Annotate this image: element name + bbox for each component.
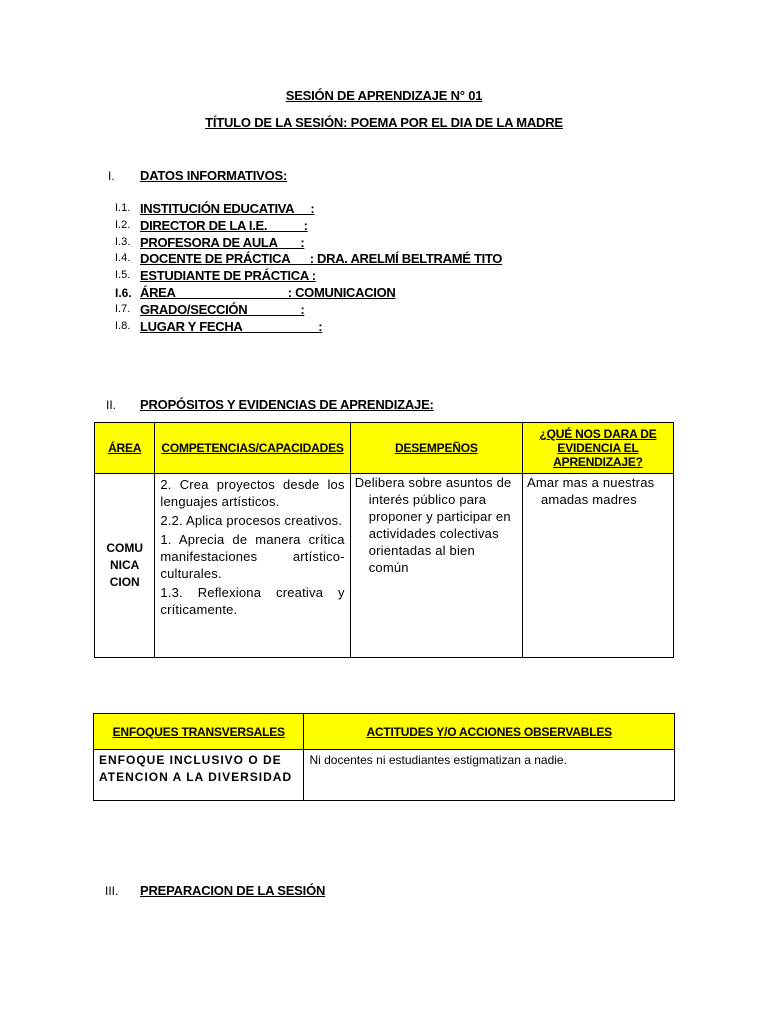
info-row-label: ESTUDIANTE DE PRÁCTICA : — [140, 268, 316, 283]
cell-enfoque: ENFOQUE INCLUSIVO O DE ATENCION A LA DIVERSIDAD — [94, 750, 304, 801]
info-row-label: ÁREA : COMUNICACION — [140, 285, 396, 300]
header-area: ÁREA — [95, 423, 155, 474]
cell-competencias — [155, 474, 350, 658]
section-1-number: I. — [108, 169, 115, 183]
info-row-number: I.8. — [115, 320, 131, 332]
section-2-number: II. — [106, 398, 117, 412]
info-row-number: I.6. — [115, 286, 132, 300]
desempeno-text: Delibera sobre asuntos de interés público para proponer y participar en actividades colectivas orientadas al bien común — [354, 475, 512, 575]
competencia-item: 1.3. Reflexiona creativa y críticamente. — [160, 585, 345, 617]
header-desempenos: DESEMPEÑOS — [350, 423, 522, 474]
cell-area: COMU NICA CION — [95, 474, 155, 658]
enfoques-table — [93, 713, 675, 801]
info-row-number: I.3. — [115, 236, 131, 248]
cell-desempenos — [350, 474, 522, 658]
header-actitudes: ACTITUDES Y/O ACCIONES OBSERVABLES — [304, 714, 675, 750]
header-competencias: COMPETENCIAS/CAPACIDADES — [155, 423, 350, 474]
competencia-item: 2. Crea proyectos desde los lenguajes artísticos. — [160, 477, 345, 509]
info-row-label: PROFESORA DE AULA : — [140, 235, 305, 250]
cell-actitud: Ni docentes ni estudiantes estigmatizan a nadie. — [304, 750, 675, 801]
header-enfoques: ENFOQUES TRANSVERSALES — [94, 714, 304, 750]
session-title: SESIÓN DE APRENDIZAJE N° 01 — [285, 88, 483, 103]
info-row-label: DOCENTE DE PRÁCTICA : DRA. ARELMÍ BELTRAMÉ TITO — [140, 251, 503, 266]
info-row-number: I.1. — [115, 202, 131, 214]
section-1-title: DATOS INFORMATIVOS: — [140, 168, 288, 183]
competencia-item: 1. Aprecia de manera crítica manifestaciones artístico-culturales. — [160, 532, 345, 581]
info-row-number: I.5. — [115, 269, 131, 281]
propositos-table — [94, 422, 674, 658]
competencia-item: 2.2. Aplica procesos creativos. — [160, 513, 343, 528]
info-row-label: LUGAR Y FECHA : — [140, 319, 323, 334]
info-row-label: GRADO/SECCIÓN : — [140, 302, 305, 317]
info-row-number: I.4. — [115, 252, 131, 264]
info-row-number: I.2. — [115, 219, 131, 231]
section-3-number: III. — [105, 884, 119, 898]
session-subtitle: TÍTULO DE LA SESIÓN: POEMA POR EL DIA DE LA MADRE — [205, 115, 563, 130]
header-evidencia: ¿QUÉ NOS DARA DE EVIDENCIA EL APRENDIZAJE? — [522, 423, 673, 474]
cell-evidencia — [522, 474, 673, 658]
section-3-title: PREPARACION DE LA SESIÓN — [140, 883, 326, 898]
evidencia-text: Amar mas a nuestras amadas madres — [526, 475, 655, 507]
info-row-label: INSTITUCIÓN EDUCATIVA : — [140, 201, 315, 216]
section-2-title: PROPÓSITOS Y EVIDENCIAS DE APRENDIZAJE: — [140, 397, 434, 412]
info-row-number: I.7. — [115, 303, 131, 315]
info-row-label: DIRECTOR DE LA I.E. : — [140, 218, 308, 233]
